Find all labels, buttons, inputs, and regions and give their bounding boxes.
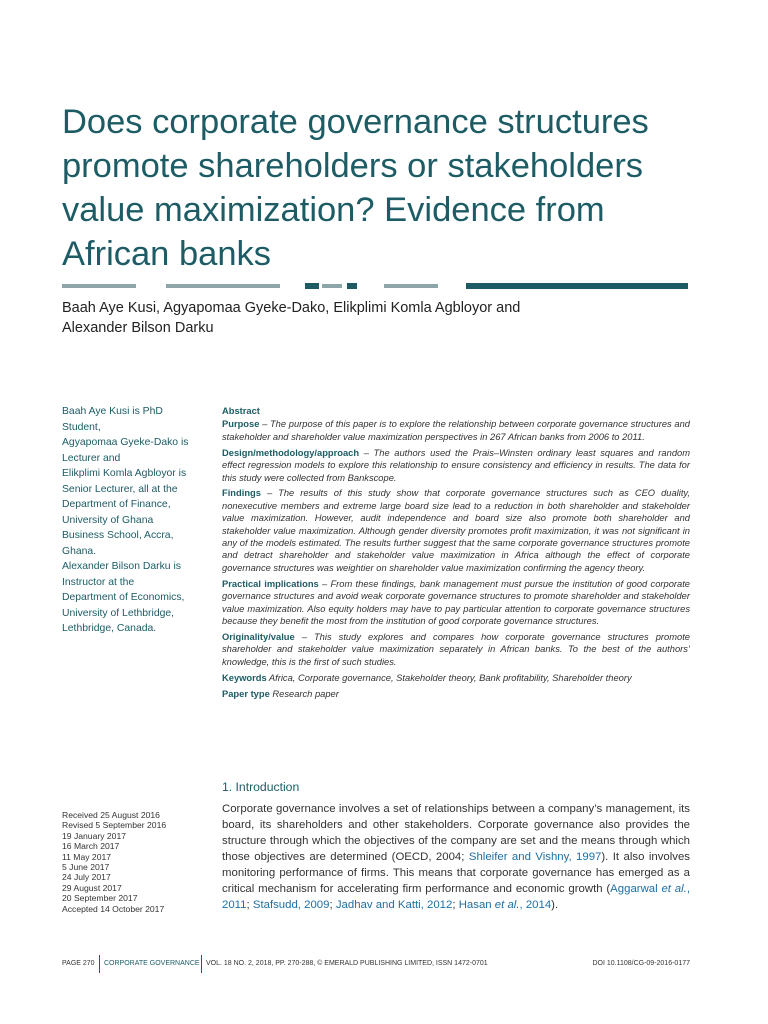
keywords-text: Africa, Corporate governance, Stakeholder theory, Bank profitability, Shareholder theory: [266, 672, 632, 683]
originality-text: – This study explores and compares how corporate governance structures promote shareholder and stakeholder value maximization separately in African banks. To the best of the authors’ knowledge, this is the first of such studies.: [222, 631, 690, 667]
affiliation-line: Student,: [62, 421, 101, 433]
author-line-1: Baah Aye Kusi, Agyapomaa Gyeke-Dako, Elikplimi Komla Agbloyor and: [62, 300, 521, 316]
history-date: Received 25 August 2016: [62, 810, 160, 820]
affiliation-line: Agyapomaa Gyeke-Dako is: [62, 437, 189, 448]
journal-name: CORPORATE GOVERNANCE: [104, 960, 200, 967]
article-title: Does corporate governance structures promote shareholders or stakeholders value maximization? Evidence from African banks: [62, 103, 649, 273]
affiliation-line: University of Ghana: [62, 514, 154, 526]
page-number: PAGE 270: [62, 960, 95, 967]
citation-year: , 2011: [222, 883, 690, 911]
volume-info: VOL. 18 NO. 2, 2018, PP. 270-288, © EMERALD PUBLISHING LIMITED, ISSN 1472-0701: [206, 960, 488, 967]
affiliation-line: Alexander Bilson Darku is: [62, 561, 181, 572]
keywords-label: Keywords: [222, 672, 267, 683]
history-date: 29 August 2017: [62, 882, 122, 893]
affiliation-line: University of Lethbridge,: [62, 607, 175, 619]
history-date: 20 September 2017: [62, 893, 138, 904]
citation-etal: et al.: [494, 899, 520, 911]
intro-text: Corporate governance involves a set of relationships between a company’s management, its board, its shareholders and other stakeholders. Corporate governance also provides the structure through which the objectives of the company are set and the means through which those objectives are determined (OECD, 2004;: [222, 803, 690, 863]
affiliation-line: Senior Lecturer, all at the: [62, 483, 178, 495]
paper-type-label: Paper type: [222, 688, 270, 699]
findings-label: Findings: [222, 488, 261, 499]
history-date: 24 July 2017: [62, 872, 111, 883]
abstract-section: [222, 405, 690, 703]
history-date: 16 March 2017: [62, 841, 120, 852]
citation-author: Aggarwal: [610, 883, 662, 895]
intro-text: ). It also involves monitoring performance of firms. This means that corporate governance has emerged as a critical mechanism for accelerating firm performance and economic growth (: [222, 851, 690, 895]
affiliation-line: Instructor at the: [62, 576, 135, 588]
abstract-originality: [222, 631, 690, 668]
citation-link[interactable]: Stafsudd, 2009: [252, 899, 330, 911]
citation-separator: ;: [329, 899, 336, 911]
citation-separator: ;: [452, 899, 459, 911]
history-date: 19 January 2017: [62, 830, 127, 841]
citation-separator: ;: [246, 899, 253, 911]
abstract-keywords: [222, 672, 690, 684]
citation-link[interactable]: [459, 899, 551, 911]
affiliation-line: Business School, Accra,: [62, 530, 174, 541]
affiliation-line: Lecturer and: [62, 452, 121, 464]
footer-divider: [201, 955, 202, 973]
citation-etal: et al.: [661, 883, 687, 895]
title-divider: [62, 283, 688, 289]
design-label: Design/methodology/approach: [222, 447, 360, 458]
footer-divider: [99, 955, 100, 973]
citation-author: Hasan: [458, 899, 495, 911]
page-footer: [62, 957, 690, 971]
affiliation-line: Lethbridge, Canada.: [62, 623, 157, 634]
abstract-purpose: [222, 418, 690, 443]
introduction-paragraph: [222, 801, 690, 913]
citation-year: , 2014: [519, 899, 552, 911]
abstract-findings: [222, 487, 690, 574]
practical-label: Practical implications: [222, 578, 319, 589]
findings-text: – The results of this study show that corporate governance structures such as CEO duality, nonexecutive members and extreme large board size lead to a reduction in both shareholder and stakeholder value maximization. However, audit independence and board size also promote both shareholder and stakeholder value maximization. Although gender diversity promotes profit maximization, it was not significant in any of the models estimated. The results further suggest that the same corporate governance structures promote and detract shareholder and stakeholder value maximization in Africa although the effect of corporate governance structures was weightier on shareholder value maximization confirming the agency theory.: [222, 488, 690, 573]
submission-history: [62, 810, 202, 914]
history-date: 5 June 2017: [62, 862, 110, 873]
abstract-paper-type: [222, 688, 690, 700]
originality-label: Originality/value: [222, 631, 295, 642]
doi: DOI 10.1108/CG-09-2016-0177: [592, 960, 690, 967]
affiliation-line: Baah Aye Kusi is PhD: [62, 406, 163, 417]
affiliation-line: Ghana.: [62, 545, 97, 557]
introduction-heading: 1. Introduction: [222, 780, 300, 794]
affiliation-line: Department of Economics,: [62, 592, 185, 603]
abstract-practical: [222, 578, 690, 628]
citation-link[interactable]: Shleifer and Vishny, 1997: [468, 851, 602, 863]
purpose-text: – The purpose of this paper is to explore the relationship between corporate governance structures and stakeholder and shareholder value maximization perspectives in 267 African banks from 2006 to 2011.: [222, 419, 690, 442]
author-list: [62, 298, 702, 338]
history-date: 11 May 2017: [62, 851, 112, 862]
history-date: Revised 5 September 2016: [62, 820, 167, 831]
affiliation-line: Elikplimi Komla Agbloyor is: [62, 468, 187, 479]
practical-text: – From these findings, bank management must pursue the institution of good corporate governance structures and avoid weak corporate governance structures to promote shareholder and stakeholder value maximization. Also equity holders may have to pay particular attention to corporate governance structures because they benefit the most from the institution of good corporate governance structures.: [222, 578, 690, 626]
abstract-heading: Abstract: [222, 406, 260, 416]
citation-link[interactable]: Jadhav and Katti, 2012: [335, 899, 453, 911]
author-line-2: Alexander Bilson Darku: [62, 320, 214, 336]
affiliation-line: Department of Finance,: [62, 499, 171, 510]
author-affiliations: [62, 404, 202, 637]
paper-type-text: Research paper: [269, 688, 339, 699]
purpose-label: Purpose: [222, 419, 260, 430]
history-date: Accepted 14 October 2017: [62, 903, 165, 914]
design-text: – The authors used the Prais–Winsten ordinary least squares and random effect regression models to explore this relationship to ensure consistency and efficiency in results. The data for this study were collected from Bankscope.: [222, 447, 690, 483]
abstract-design: [222, 447, 690, 484]
intro-text: ).: [551, 899, 559, 911]
